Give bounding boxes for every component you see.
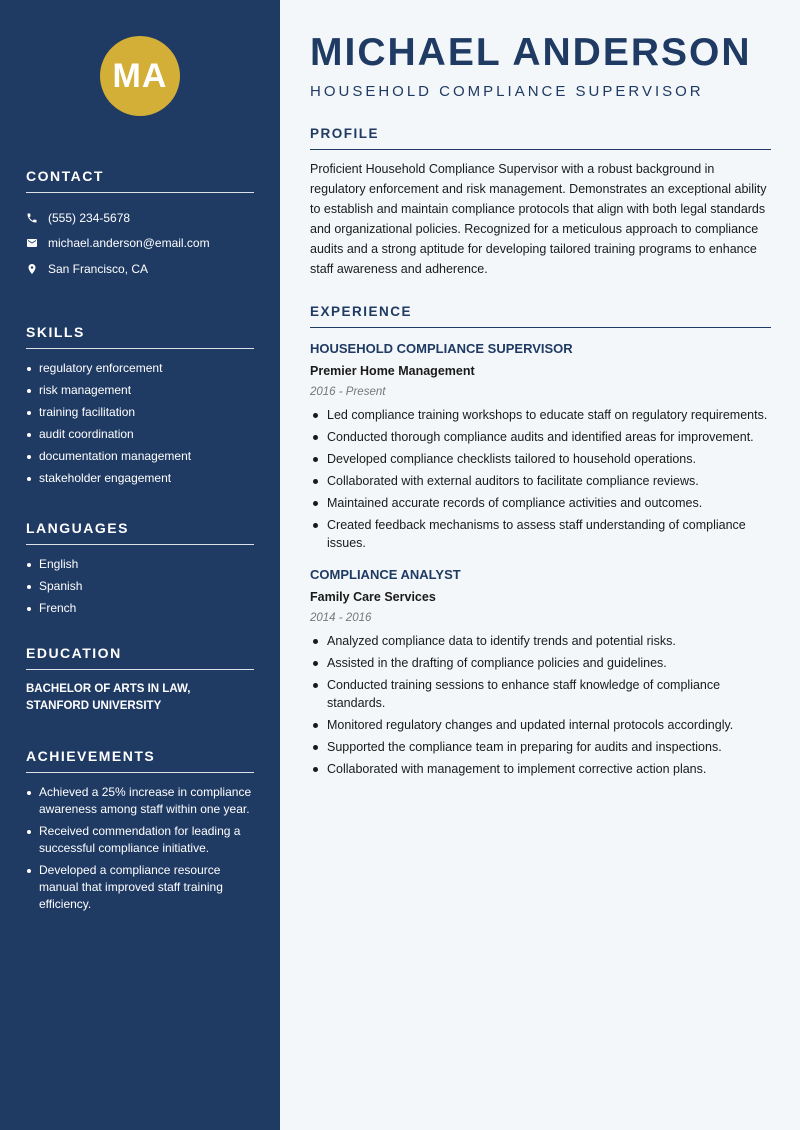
job-bullet: Conducted training sessions to enhance staff knowledge of compliance standards. [310,676,771,712]
job-dates: 2016 - Present [310,386,386,398]
job-bullet: Developed compliance checklists tailored to household operations. [310,450,771,468]
email-text: michael.anderson@email.com [48,236,210,251]
languages-section [26,520,254,617]
education-section [26,645,254,715]
location-pin-icon [26,263,48,275]
phone-text: (555) 234-5678 [48,210,131,225]
experience-heading: EXPERIENCE [310,304,771,328]
job-bullets [310,632,771,778]
achievements-section [26,748,254,913]
location-text: San Francisco, CA [48,261,149,276]
job-bullet: Monitored regulatory changes and updated internal protocols accordingly. [310,716,771,734]
email-icon [26,237,48,249]
languages-heading: LANGUAGES [26,520,254,545]
skills-list [26,360,254,487]
phone-icon [26,212,48,224]
skills-section [26,324,254,487]
education-heading: EDUCATION [26,645,254,670]
contact-email [26,231,254,257]
job-headline: HOUSEHOLD COMPLIANCE SUPERVISOR [310,83,704,100]
job-bullet: Analyzed compliance data to identify trends and potential risks. [310,632,771,650]
job-company: Premier Home Management [310,364,475,378]
skill-item: risk management [26,382,254,399]
experience-section [310,304,771,778]
avatar: MA [100,36,180,116]
skill-item: documentation management [26,448,254,465]
skills-heading: SKILLS [26,324,254,349]
achievements-heading: ACHIEVEMENTS [26,748,254,773]
profile-text: Proficient Household Compliance Supervisor with a robust background in regulatory enforcement and risk management. Demonstrates an exceptional ability to establish and maintain compliance protocols that align with both legal standards and organizational policies. Recognized for a meticulous approach to compliance audits and a strong aptitude for developing tailored training programs to enhance staff awareness and adherence. [310,162,767,276]
skill-item: training facilitation [26,404,254,421]
contact-section [26,168,254,282]
job-title: COMPLIANCE ANALYST [310,567,461,582]
profile-heading: PROFILE [310,126,771,150]
main-content [310,30,771,782]
language-item: French [26,600,254,617]
skill-item: stakeholder engagement [26,470,254,487]
job-bullet: Collaborated with external auditors to facilitate compliance reviews. [310,472,771,490]
sidebar [0,0,280,1130]
achievements-list [26,784,254,913]
job-bullet: Created feedback mechanisms to assess staff understanding of compliance issues. [310,516,771,552]
job-title: HOUSEHOLD COMPLIANCE SUPERVISOR [310,341,573,356]
job-bullet: Supported the compliance team in preparing for audits and inspections. [310,738,771,756]
job-bullets [310,406,771,552]
person-name: MICHAEL ANDERSON [310,31,752,74]
education-degree: BACHELOR OF ARTS IN LAW, STANFORD UNIVERSITY [26,682,191,712]
profile-section [310,126,771,279]
job-entry [310,566,771,778]
achievement-item: Developed a compliance resource manual that improved staff training efficiency. [26,862,254,913]
job-bullet: Conducted thorough compliance audits and identified areas for improvement. [310,428,771,446]
job-dates: 2014 - 2016 [310,612,372,624]
achievement-item: Received commendation for leading a successful compliance initiative. [26,823,254,857]
job-company: Family Care Services [310,590,436,604]
language-item: English [26,556,254,573]
skill-item: regulatory enforcement [26,360,254,377]
achievement-item: Achieved a 25% increase in compliance awareness among staff within one year. [26,784,254,818]
skill-item: audit coordination [26,426,254,443]
language-item: Spanish [26,578,254,595]
contact-heading: CONTACT [26,168,254,193]
job-entry [310,340,771,552]
contact-phone [26,205,254,231]
contact-list [26,205,254,282]
job-bullet: Assisted in the drafting of compliance policies and guidelines. [310,654,771,672]
job-bullet: Led compliance training workshops to educate staff on regulatory requirements. [310,406,771,424]
job-bullet: Collaborated with management to implement corrective action plans. [310,760,771,778]
job-bullet: Maintained accurate records of compliance activities and outcomes. [310,494,771,512]
contact-location [26,256,254,282]
languages-list [26,556,254,617]
